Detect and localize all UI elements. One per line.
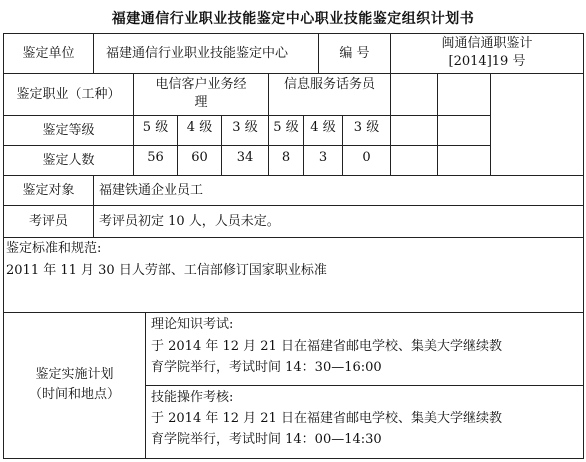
grade-cell: 3 级 xyxy=(232,120,258,135)
count-cell: 0 xyxy=(362,150,371,165)
unit-label: 鉴定单位 xyxy=(22,46,75,61)
count-cell: 3 xyxy=(318,150,328,165)
grade-label: 鉴定等级 xyxy=(42,123,95,138)
document-title: 福建通信行业职业技能鉴定中心职业技能鉴定组织计划书 xyxy=(111,11,475,27)
row-divider xyxy=(3,237,584,238)
number-value-line2: [2014]19 号 xyxy=(448,54,526,69)
count-cell: 60 xyxy=(191,150,208,165)
practical-line1: 于 2014 年 12 月 21 日在福建省邮电学校、集美大学继续教 xyxy=(151,411,502,426)
row-divider xyxy=(3,115,491,116)
standard-label: 鉴定标准和规范: xyxy=(6,241,102,256)
theory-line2: 育学院举行，考试时间 14：30—16:00 xyxy=(151,360,382,375)
number-label: 编 号 xyxy=(339,46,370,61)
grade-cell: 4 级 xyxy=(186,120,213,135)
col-divider xyxy=(93,175,94,237)
col-divider xyxy=(93,33,94,73)
col-divider xyxy=(437,73,438,175)
number-value-line1: 闽通信通职鉴计 xyxy=(441,36,533,51)
count-cell: 34 xyxy=(236,150,254,165)
target-label: 鉴定对象 xyxy=(22,183,75,198)
col-divider xyxy=(145,312,146,458)
row-divider xyxy=(3,205,584,206)
profession-1-line1: 电信客户业务经 xyxy=(155,77,247,92)
profession-label: 鉴定职业（工种） xyxy=(16,87,121,102)
grade-cell: 4 级 xyxy=(310,120,336,135)
table-border-bottom xyxy=(3,458,584,459)
row-divider xyxy=(3,175,584,176)
examiner-label: 考评员 xyxy=(28,214,68,229)
theory-title: 理论知识考试: xyxy=(151,317,234,332)
table-border-top xyxy=(3,33,584,34)
row-divider xyxy=(3,312,584,313)
profession-1-line2: 理 xyxy=(194,95,208,110)
row-divider xyxy=(3,73,584,74)
row-divider xyxy=(3,145,491,146)
practical-line2: 育学院举行，考试时间 14：00—14:30 xyxy=(151,432,382,447)
row-divider xyxy=(145,385,584,386)
unit-value: 福建通信行业职业技能鉴定中心 xyxy=(106,46,289,61)
theory-line1: 于 2014 年 12 月 21 日在福建省邮电学校、集美大学继续教 xyxy=(151,339,502,354)
count-cell: 8 xyxy=(281,150,291,165)
grade-cell: 5 级 xyxy=(273,120,299,135)
grade-cell: 5 级 xyxy=(142,120,169,135)
profession-2: 信息服务话务员 xyxy=(283,77,375,92)
examiner-value: 考评员初定 10 人，人员未定。 xyxy=(99,214,280,229)
table-border-right xyxy=(583,33,584,459)
count-label: 鉴定人数 xyxy=(42,153,95,168)
practical-title: 技能操作考核: xyxy=(151,390,234,405)
col-divider xyxy=(490,73,491,175)
target-value: 福建铁通企业员工 xyxy=(99,183,204,198)
grade-cell: 3 级 xyxy=(353,120,380,135)
plan-label-line1: 鉴定实施计划 xyxy=(35,367,114,382)
plan-label-line2: （时间和地点） xyxy=(28,387,120,402)
col-divider xyxy=(390,73,391,175)
count-cell: 56 xyxy=(147,150,164,165)
standard-value: 2011 年 11 月 30 日人劳部、工信部修订国家职业标准 xyxy=(6,263,327,278)
